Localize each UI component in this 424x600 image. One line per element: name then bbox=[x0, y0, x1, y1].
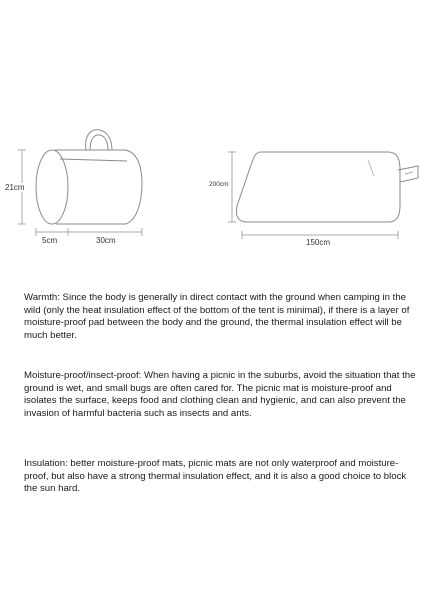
mat-width-label: 200cm bbox=[209, 181, 229, 188]
mat-length-label: 150cm bbox=[306, 238, 331, 247]
bag-height-label: 21cm bbox=[5, 183, 25, 192]
bag-depth-label: 5cm bbox=[42, 236, 58, 245]
unfolded-mat-drawing bbox=[236, 152, 418, 222]
bag-width-label: 30cm bbox=[96, 236, 116, 245]
moisture-proof-paragraph: Moisture-proof/insect-proof: When having a picnic in the suburbs, avoid the situation that the ground is wet, and small bugs are often cared for. The picnic mat is moisture-proof and isolates the surface, keeps food and clothing clean and hygienic, and can also prevent the invasion of harmful bacteria such as insects and ants. bbox=[24, 370, 416, 419]
dimension-drawing bbox=[0, 0, 424, 270]
insulation-paragraph: Insulation: better moisture-proof mats, picnic mats are not only waterproof and moisture-proof, but also have a strong thermal insulation effect, and it is also a good choice to block the sun hard. bbox=[24, 458, 407, 495]
warmth-paragraph: Warmth: Since the body is generally in direct contact with the ground when camping in the wild (only the heat insulation effect of the bottom of the tent is minimal), if there is a layer of moisture-proof pad between the body and the ground, the thermal insulation effect will be much better. bbox=[24, 292, 410, 341]
folded-bag-drawing bbox=[36, 130, 142, 224]
product-dimension-diagram bbox=[0, 0, 424, 270]
